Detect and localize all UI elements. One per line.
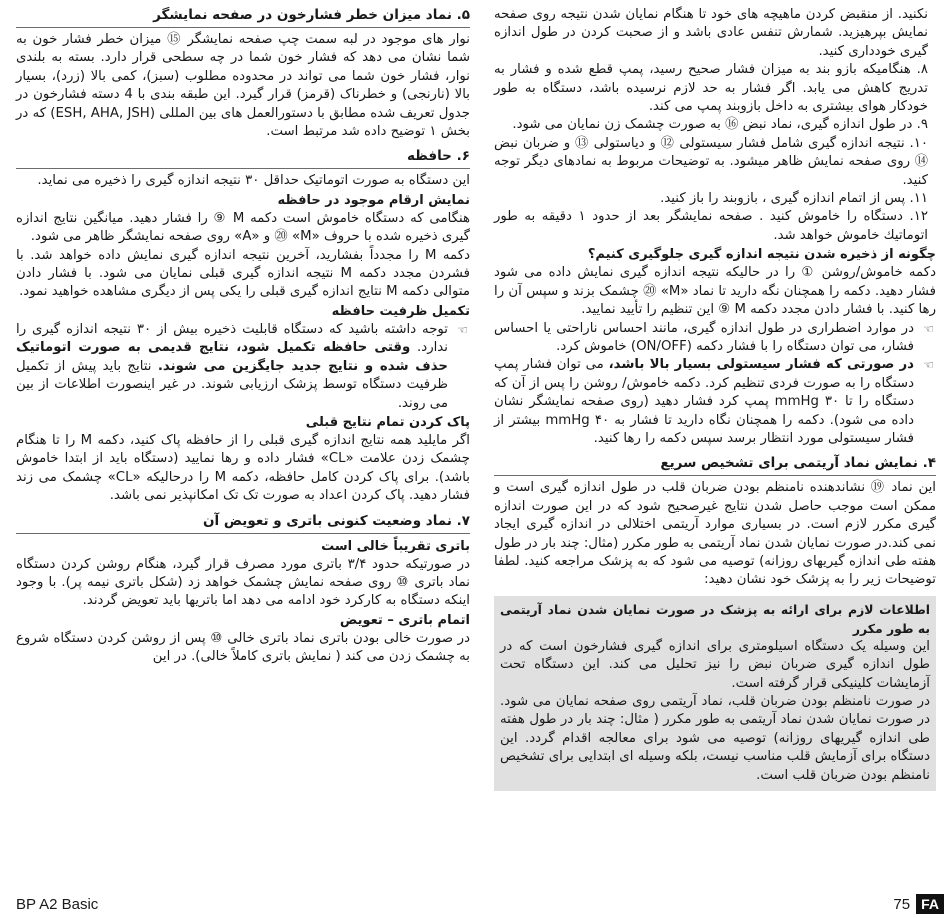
doctor-info-box — [494, 596, 936, 791]
step-10: ۱۰. نتیجه اندازه گیری شامل فشار سیستولی ⑫ و دیاستولی ⑬ و ضربان نبض ⑭ روی صفحه نمایش ظاهر میشود. به توضیحات مربوط به نمادهای دیگر توجه کنید. — [494, 135, 928, 188]
stop-saving-heading: چگونه از ذخیره شدن نتیجه اندازه گیری جلوگیری کنیم؟ — [587, 247, 936, 263]
step-8: ۸. هنگامیکه بازو بند به میزان فشار صحیح رسید، پمپ قطع شده و فشار به تدریج کاهش می یابد. اگر فشار به حد لازم نرسیده باشد، دستگاه به طور خودکار هوای بیشتری به داخل بازوبند پمپ می کند. — [494, 62, 928, 115]
right-column — [494, 6, 936, 791]
left-column — [16, 6, 470, 667]
pointing-hand-icon: ☜ — [457, 322, 468, 337]
note-high-systolic-bold: در صورتی که فشار سیستولی بسیار بالا باشد، — [608, 357, 915, 373]
intro-paragraph: نکنید. از منقبض کردن ماهیچه های خود تا هنگام نمایان شدن نتیجه روی صفحه نمایش بپرهیزید. شمارش تنفس عادی باشد و از صحبت کردن در طول اندازه گیری خودداری کنید. — [494, 7, 928, 59]
stop-saving-paragraph: دکمه خاموش/روشن ① را در حالیکه نتیجه اندازه گیری نمایش داده می شود فشار دهید. دکمه را همچنان نگه دارید تا نماد «M» ⑳ چشمک بزند و سپس آن را رها کنید. با فشار دادن مجدد دکمه M ⑨ این تنظیم را تأیید نمایید. — [494, 265, 936, 318]
note-emergency-text: در موارد اضطراری در طول اندازه گیری، مانند احساس ناراحتی یا احساس فشار، می توان دستگاه را با فشار دکمه (ON/OFF) خاموش کرد. — [494, 320, 914, 354]
section-6-heading: ۶. حافظه — [16, 147, 470, 169]
product-name: BP A2 Basic — [16, 896, 99, 913]
note-high-systolic-text: می توان فشار پمپ دستگاه را به صورت فردی تنظیم کرد. دکمه خاموش/ روشن را پس از آن که دستگاه را تا ۳۰ mmHg پمپ کرد فشار دهید (روی صفحه نمایشگر نشان داده می شود). دکمه را همچنان نگاه دارید تا فشار به ۴۰ mmHg بیشتر از فشار سیستولی مورد انتظار برسد سپس دکمه را رها کنید. — [494, 357, 914, 446]
battery-empty-paragraph: در صورت خالی بودن باتری نماد باتری خالی ⑩ پس از روشن کردن دستگاه شروع به چشمک زدن می کند ( نمایش باتری کاملاً خالی). در این — [16, 630, 470, 665]
memory-full-note — [16, 321, 470, 413]
memory-full-note-end: نتایج باید پیش از تکمیل ظرفیت دستگاه توسط پزشک ارزیابی شوند. در غیر اینصورت اطلاعات از بین می روند. — [16, 358, 448, 411]
section-4-heading: ۴. نمایش نماد آریتمی برای تشخیص سریع — [494, 454, 936, 476]
section-5-paragraph: نوار های موجود در لبه سمت چپ صفحه نمایشگر ⑮ میزان خطر فشار خون به شما نشان می دهد که فشار خون شما در چه سطحی قرار دارد. بسته به بلندی نوار، فشار خون شما می تواند در محدوده مطلوب (سبز)، کمی بالا (زرد)، بسیار بالا (نارنجی) و خطرناک (قرمز) قرار گیرد. این طبقه بندی با 4 دسته فشارخون در جدول تعریف شده مطابق با دستورالعمل های بین المللی (ESH, AHA, JSH) که در بخش ۱ توضیح داده شد مرتبط است. — [16, 32, 470, 140]
section-7-heading: ۷. نماد وضعیت کنونی باتری و تعویض آن — [16, 512, 470, 534]
pointing-hand-icon: ☜ — [923, 321, 934, 336]
footer-right — [893, 894, 944, 914]
memory-display-paragraph-2: دکمه M را مجدداً بفشارید، آخرین نتیجه اندازه گیری نمایش داده خواهد شد. با فشردن مجدد دکمه M نتیجه اندازه گیری قبلی نمایان می شود. با فشار دادن متوالی دکمه M نتایج اندازه گیری قبلی را یکی پس از دیگری مشاهده خواهید نمود. — [16, 247, 470, 300]
memory-full-heading: تکمیل ظرفیت حافظه — [331, 303, 470, 319]
page-footer — [0, 894, 950, 918]
clear-memory-paragraph: اگر مایلید همه نتایج اندازه گیری قبلی را از حافظه پاک کنید، دکمه M را تا هنگام چشمک زدن علامت «CL» فشار داده و رها نمایید (دستگاه باید از ابتدا خاموش باشد). برای پاک کردن کامل حافظه، دکمه M را درحالیکه «CL» چشمک می زند فشار دهید. پاک کردن اعداد به صورت تک تک امکانپذیر نمی باشد. — [16, 432, 471, 504]
info-box-paragraph-2: در صورت نامنظم بودن ضربان قلب، نماد آریتمی روی صفحه نمایان می شود. در صورت نمایان شدن نماد آریتمی به طور مکرر ( مثال: چند بار در طول هفته طی اندازه گیریهای روزانه) توصیه می شود برای معالجه اقدام گردد. این دستگاه برای آزمایش قلب مناسب نیست، بلکه وسیله ای ابتدایی برای تشخیص نامنظم بودن ضربان قلب است. — [500, 694, 930, 783]
memory-full-note-start: توجه داشته باشید که دستگاه قابلیت ذخیره بیش از ۳۰ نتیجه اندازه گیری را ندارد. — [16, 321, 448, 356]
memory-display-paragraph-1: هنگامی که دستگاه خاموش است دکمه M ⑨ را فشار دهید. میانگین نتایج اندازه گیری ذخیره شده با حروف «M» ⑳ و «A» روی صفحه نمایشگر ظاهر می شود. — [16, 210, 470, 245]
battery-low-paragraph: در صورتیکه حدود ۳/۴ باتری مورد مصرف قرار گیرد، هنگام روشن کردن دستگاه نماد باتری ⑩ روی صفحه نمایش چشمک خواهد زد (شکل باتری نیمه پر). با وجود اینکه دستگاه به کارکرد خود ادامه می دهد اما باتریها باید تعویض گردند. — [16, 556, 470, 609]
battery-low-heading: باتری تقریباً خالی است — [321, 538, 470, 554]
step-11: ۱۱. پس از اتمام اندازه گیری ، بازوبند را باز کنید. — [660, 191, 928, 207]
memory-full-note-bold: وقتی حافظه تکمیل شود، نتایج قدیمی به صورت اتوماتیک حذف شده و نتایج جدید جایگزین می شوند. — [16, 340, 448, 374]
battery-empty-heading: اتمام باتری – تعویض — [339, 612, 470, 628]
note-emergency — [494, 320, 936, 357]
clear-memory-heading: پاک کردن تمام نتایج قبلی — [305, 414, 470, 430]
section-4-paragraph: این نماد ⑲ نشاندهنده نامنظم بودن ضربان قلب در طول اندازه گیری است و ممکن است موجب حاصل شدن نتایج غیرصحیح شود که در این صورت اندازه گیری مکرر لازم است. در بسیاری موارد آریتمی اختلالی در اندازه گیری ایجاد نمی کند.در صورت نمایان شدن نماد آریتمی به طور مکرر (مثال: چند بار در طول هفته طی اندازه گیریهای روزانه) توصیه می شود که به پزشک مراجعه کنید. لطفا توضیحات زیر را به پزشک خود نشان دهید: — [494, 480, 936, 588]
language-badge: FA — [916, 894, 944, 914]
info-box-paragraph-1: این وسیله یک دستگاه اسیلومتری برای اندازه گیری فشارخون است که در طول اندازه گیری ضربان نبض را نیز تحلیل می کند. این دستگاه تحت آزمایشات کلینیکی قرار گرفته است. — [500, 638, 930, 691]
pointing-hand-icon: ☜ — [923, 358, 934, 373]
info-box-heading: اطلاعات لازم برای ارائه به پزشک در صورت نمایان شدن نماد آریتمی به طور مکرر — [500, 601, 930, 636]
step-9: ۹. در طول اندازه گیری، نماد نبض ⑯ به صورت چشمک زن نمایان می شود. — [512, 117, 928, 133]
memory-display-heading: نمایش ارقام موجود در حافظه — [277, 192, 470, 208]
section-5-heading: ۵. نماد میزان خطر فشارخون در صفحه نمایشگر — [16, 6, 470, 28]
note-high-systolic — [494, 356, 936, 448]
page-number: 75 — [893, 895, 911, 913]
step-12: ۱۲. دستگاه را خاموش کنید . صفحه نمایشگر بعد از حدود ۱ دقیقه به طور اتوماتیك خاموش خواهد شد. — [494, 209, 928, 243]
section-6-paragraph: این دستگاه به صورت اتوماتیک حداقل ۳۰ نتیجه اندازه گیری را ذخیره می نماید. — [37, 173, 470, 189]
